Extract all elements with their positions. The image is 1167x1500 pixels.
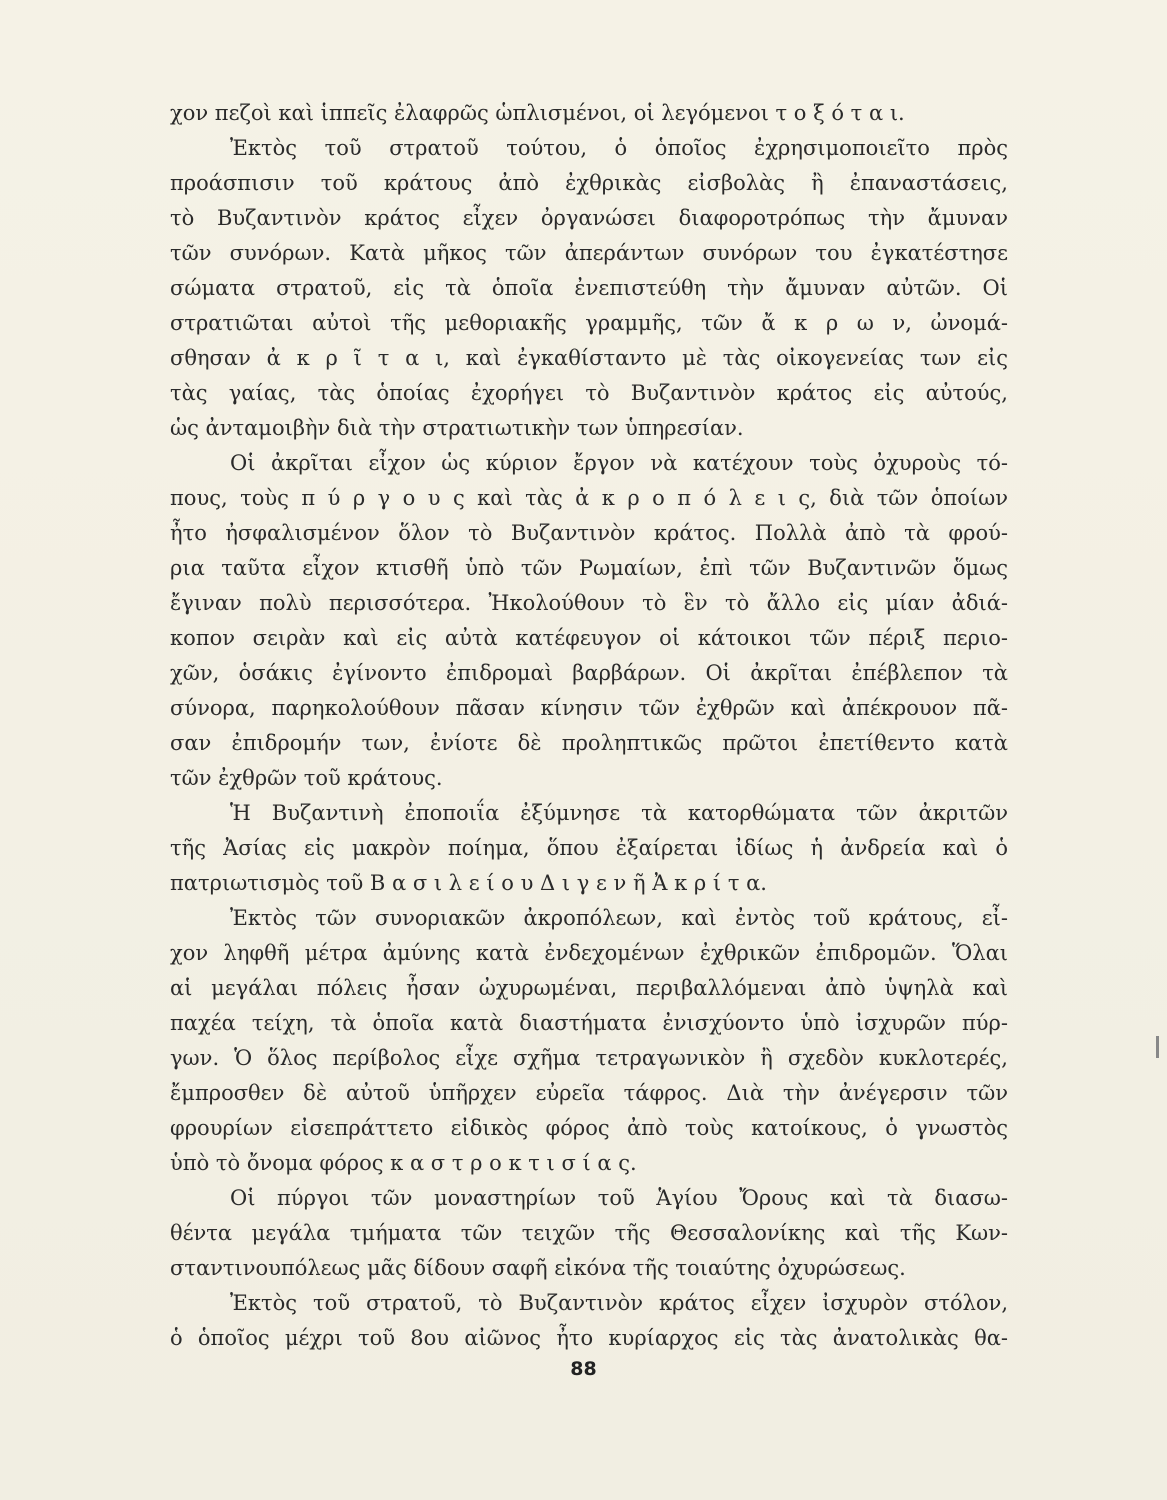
text-line: προάσπισιν τοῦ κράτους ἀπὸ ἐχθρικὰς εἰσβολὰς ἢ ἐπαναστάσεις,: [170, 171, 1008, 195]
text-line: τὸ Βυζαντινὸν κράτος εἶχεν ὀργανώσει διαφοροτρόπως τὴν ἄμυναν: [170, 206, 1008, 230]
text-line: Οἱ πύργοι τῶν μοναστηρίων τοῦ Ἁγίου Ὄρους καὶ τὰ διασω-: [230, 1186, 1008, 1210]
text-line: Ἐκτὸς τοῦ στρατοῦ τούτου, ὁ ὁποῖος ἐχρησιμοποιεῖτο πρὸς: [230, 136, 1008, 160]
text-line: αἱ μεγάλαι πόλεις ἦσαν ὠχυρωμέναι, περιβαλλόμεναι ἀπὸ ὑψηλὰ καὶ: [170, 976, 1008, 1000]
text-line: πους, τοὺς π ύ ρ γ ο υ ς καὶ τὰς ἀ κ ρ ο π ό λ ε ι ς, διὰ τῶν ὁποίων: [170, 486, 1008, 510]
page-number: 88: [570, 1358, 597, 1380]
body-text: [170, 96, 1008, 1356]
text-line: σύνορα, παρηκολούθουν πᾶσαν κίνησιν τῶν ἐχθρῶν καὶ ἀπέκρουον πᾶ-: [170, 696, 1008, 720]
text-line: τῶν ἐχθρῶν τοῦ κράτους.: [170, 766, 443, 790]
text-line: τῆς Ἀσίας εἰς μακρὸν ποίημα, ὅπου ἐξαίρεται ἰδίως ἡ ἀνδρεία καὶ ὁ: [170, 836, 1008, 860]
text-line: σαν ἐπιδρομήν των, ἐνίοτε δὲ προληπτικῶς πρῶτοι ἐπετίθεντο κατὰ: [170, 731, 1008, 755]
text-line: τὰς γαίας, τὰς ὁποίας ἐχορήγει τὸ Βυζαντινὸν κράτος εἰς αὐτούς,: [170, 381, 1008, 405]
text-line: ὑπὸ τὸ ὄνομα φόρος κ α σ τ ρ ο κ τ ι σ ί α ς.: [170, 1151, 637, 1175]
text-line: χον ληφθῆ μέτρα ἀμύνης κατὰ ἐνδεχομένων ἐχθρικῶν ἐπιδρομῶν. Ὅλαι: [170, 941, 1008, 965]
margin-mark: [1156, 1036, 1159, 1058]
text-line: τῶν συνόρων. Κατὰ μῆκος τῶν ἀπεράντων συνόρων του ἐγκατέστησε: [170, 241, 1008, 265]
text-line: κοπον σειρὰν καὶ εἰς αὐτὰ κατέφευγον οἱ κάτοικοι τῶν πέριξ περιο-: [170, 626, 1008, 650]
text-line: ἔμπροσθεν δὲ αὐτοῦ ὑπῆρχεν εὐρεῖα τάφρος. Διὰ τὴν ἀνέγερσιν τῶν: [170, 1081, 1008, 1105]
text-line: χον πεζοὶ καὶ ἱππεῖς ἐλαφρῶς ὡπλισμένοι, οἱ λεγόμενοι τ ο ξ ό τ α ι.: [170, 101, 905, 125]
text-line: φρουρίων εἰσεπράττετο εἰδικὸς φόρος ἀπὸ τοὺς κατοίκους, ὁ γνωστὸς: [170, 1116, 1008, 1140]
text-line: σθησαν ἀ κ ρ ῖ τ α ι, καὶ ἐγκαθίσταντο μὲ τὰς οἰκογενείας των εἰς: [170, 346, 1008, 370]
text-line: ἦτο ἠσφαλισμένον ὅλον τὸ Βυζαντινὸν κράτος. Πολλὰ ἀπὸ τὰ φρού-: [170, 521, 1008, 545]
text-line: ρια ταῦτα εἶχον κτισθῆ ὑπὸ τῶν Ρωμαίων, ἐπὶ τῶν Βυζαντινῶν ὅμως: [170, 556, 1008, 580]
text-line: Ἡ Βυζαντινὴ ἐποποιΐα ἐξύμνησε τὰ κατορθώματα τῶν ἀκριτῶν: [230, 801, 1008, 825]
text-line: ὡς ἀνταμοιβὴν διὰ τὴν στρατιωτικὴν των ὑπηρεσίαν.: [170, 416, 744, 440]
text-line: Οἱ ἀκρῖται εἶχον ὡς κύριον ἔργον νὰ κατέχουν τοὺς ὀχυροὺς τό-: [230, 451, 1008, 475]
text-line: γων. Ὁ ὅλος περίβολος εἶχε σχῆμα τετραγωνικὸν ἢ σχεδὸν κυκλοτερές,: [170, 1046, 1008, 1070]
text-line: ἔγιναν πολὺ περισσότερα. Ἠκολούθουν τὸ ἓν τὸ ἄλλο εἰς μίαν ἀδιά-: [170, 591, 1008, 615]
text-line: χῶν, ὁσάκις ἐγίνοντο ἐπιδρομαὶ βαρβάρων. Οἱ ἀκρῖται ἐπέβλεπον τὰ: [170, 661, 1008, 685]
text-line: σώματα στρατοῦ, εἰς τὰ ὁποῖα ἐνεπιστεύθη τὴν ἄμυναν αὐτῶν. Οἱ: [170, 276, 1008, 300]
text-line: θέντα μεγάλα τμήματα τῶν τειχῶν τῆς Θεσσαλονίκης καὶ τῆς Κων-: [170, 1221, 1008, 1245]
text-line: Ἐκτὸς τῶν συνοριακῶν ἀκροπόλεων, καὶ ἐντὸς τοῦ κράτους, εἶ-: [230, 906, 1008, 930]
text-line: σταντινουπόλεως μᾶς δίδουν σαφῆ εἰκόνα τῆς τοιαύτης ὀχυρώσεως.: [170, 1256, 906, 1280]
text-line: στρατιῶται αὐτοὶ τῆς μεθοριακῆς γραμμῆς, τῶν ἄ κ ρ ω ν, ὠνομά-: [170, 311, 1008, 335]
text-line: Ἐκτὸς τοῦ στρατοῦ, τὸ Βυζαντινὸν κράτος εἶχεν ἰσχυρὸν στόλον,: [230, 1291, 1008, 1315]
text-line: ὁ ὁποῖος μέχρι τοῦ 8ου αἰῶνος ἦτο κυρίαρχος εἰς τὰς ἀνατολικὰς θα-: [170, 1326, 1008, 1350]
text-line: πατριωτισμὸς τοῦ Β α σ ι λ ε ί ο υ Δ ι γ ε ν ῆ Ἀ κ ρ ί τ α.: [170, 871, 767, 895]
text-line: παχέα τείχη, τὰ ὁποῖα κατὰ διαστήματα ἐνισχύοντο ὑπὸ ἰσχυρῶν πύρ-: [170, 1011, 1008, 1035]
